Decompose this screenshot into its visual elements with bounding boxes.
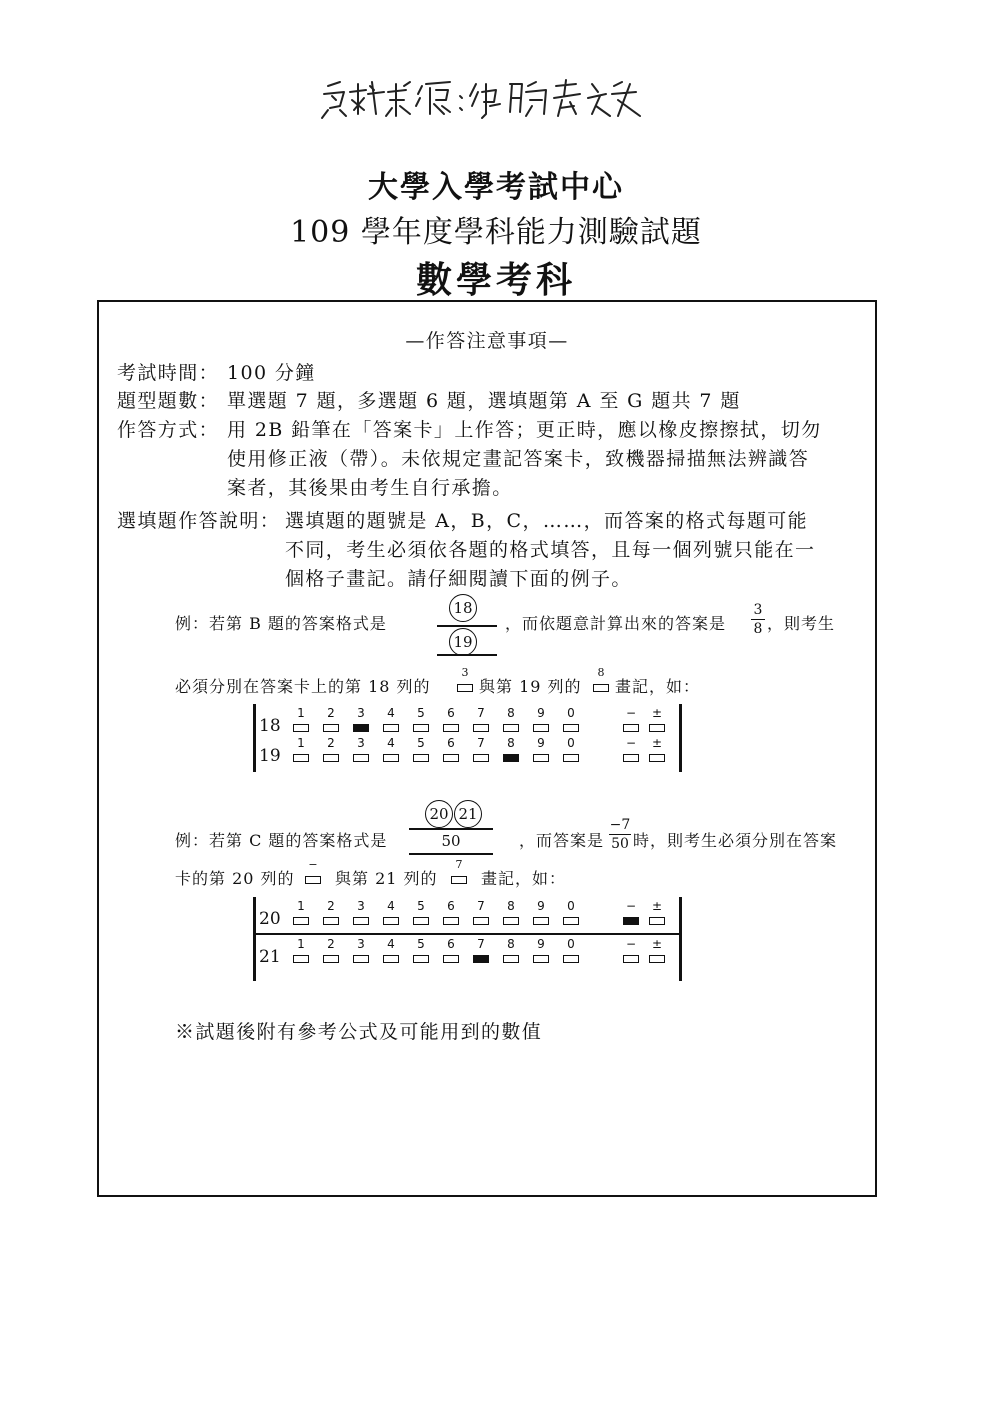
example2-grid-bubble-label: 9: [537, 899, 545, 913]
example1-grid-bubble: [623, 754, 639, 762]
example2-grid-bubble: [623, 955, 639, 963]
notice-title: —作答注意事項—: [405, 330, 569, 352]
example1-grid-bubble-label: 8: [507, 706, 515, 720]
example2-grid-bubble: [383, 917, 399, 925]
instructions-box: [97, 300, 877, 1197]
example2-grid-bubble-label: 9: [537, 937, 545, 951]
example2-grid-bubble: [563, 955, 579, 963]
example2-grid-bubble-label: ±: [651, 899, 663, 913]
example2-grid-bubble-label: 0: [567, 899, 575, 913]
example2-grid-bubble-label: 3: [357, 937, 365, 951]
example2-format-col20: 20: [425, 800, 453, 828]
example1-grid-bubble-label: 0: [567, 706, 575, 720]
example1-grid-bubble: [323, 754, 339, 762]
handwritten-source-note-drawing: [300, 70, 660, 122]
example2-grid-bubble: [533, 955, 549, 963]
example1-grid-bubble-label: −: [625, 706, 637, 720]
example2-grid-left-border: [253, 897, 256, 981]
example1-format-denominator: 19: [449, 628, 477, 656]
example1-grid-bubble: [413, 754, 429, 762]
example2-grid-bubble-label: 2: [327, 937, 335, 951]
example2-grid-bubble: [443, 955, 459, 963]
example2-middle: ，而答案是: [519, 831, 605, 850]
example1-grid-bubble: [323, 724, 339, 732]
example1-grid-bubble: [563, 754, 579, 762]
example2-mark1-bubble: [305, 876, 321, 884]
handwritten-source-note: [300, 70, 660, 122]
example2-grid-bubble-label: 4: [387, 937, 395, 951]
example1-grid-bubble: [353, 754, 369, 762]
example1-grid-bubble-label: 3: [357, 706, 365, 720]
example1-grid-bubble-label: 9: [537, 736, 545, 750]
example2-grid-bubble: [353, 917, 369, 925]
example1-format-underline: [437, 654, 497, 656]
example1-middle: ，而依題意計算出來的答案是: [505, 614, 727, 633]
example2-grid-bubble-label: 6: [447, 899, 455, 913]
example1-grid-bubble: [383, 754, 399, 762]
example2-grid-bubble: [649, 955, 665, 963]
example2-grid-bubble-label: 0: [567, 937, 575, 951]
example2-grid-bubble-label: 8: [507, 899, 515, 913]
example1-grid-bubble: [443, 724, 459, 732]
example1-grid-bubble: [413, 724, 429, 732]
exam-center-title: 大學入學考試中心: [368, 170, 624, 205]
example2-grid-bubble-label: 1: [297, 937, 305, 951]
course-title: 數學考科: [415, 259, 576, 301]
example2-format-denominator: 50: [441, 832, 461, 850]
example1-answer-numerator: 3: [753, 602, 763, 618]
example1-mark1-bubble: [457, 684, 473, 692]
example1-grid-bubble: [533, 754, 549, 762]
footnote: ※試題後附有參考公式及可能用到的數值: [175, 1021, 543, 1043]
example2-grid-bubble-label: 7: [477, 937, 485, 951]
example2-grid-bubble-label: 3: [357, 899, 365, 913]
example1-grid-bubble-label: 8: [507, 736, 515, 750]
example1-grid-bubble-label: −: [625, 736, 637, 750]
example1-grid-row-label: 18: [259, 716, 281, 736]
example2-grid-bubble-label: −: [625, 937, 637, 951]
example2-grid-bubble: [649, 917, 665, 925]
example1-grid-bubble: [473, 754, 489, 762]
example2-grid-row-label: 20: [259, 909, 281, 929]
answer-method-line: 使用修正液（帶）。未依規定畫記答案卡，致機器掃描無法辨識答: [227, 448, 810, 470]
example2-mark2-label: 7: [455, 858, 463, 871]
example1-grid-bubble: [503, 724, 519, 732]
example1-grid-bubble: [503, 754, 519, 762]
exam-time-label: 考試時間：: [117, 362, 220, 384]
answer-method-label: 作答方式：: [117, 419, 220, 441]
example2-suffix: 時，則考生必須分別在答案: [633, 831, 838, 850]
example2-grid-bubble: [413, 955, 429, 963]
example2-grid-bubble: [383, 955, 399, 963]
example2-grid-bubble-label: 7: [477, 899, 485, 913]
exam-time-value: 100 分鐘: [227, 362, 316, 384]
example1-grid-bubble-label: 7: [477, 706, 485, 720]
example1-mark2-label: 8: [597, 666, 605, 679]
example2-grid-bubble: [443, 917, 459, 925]
example2-grid-bubble: [533, 917, 549, 925]
example2-grid-bubble-label: 5: [417, 899, 425, 913]
example1-grid-bubble: [443, 754, 459, 762]
example1-grid-bubble: [649, 724, 665, 732]
example2-format-bar: [409, 828, 493, 830]
example2-grid-row-label: 21: [259, 947, 281, 967]
example2-grid-bubble: [323, 955, 339, 963]
example2-mark1-label: −: [308, 858, 318, 871]
example2-grid-bubble: [503, 917, 519, 925]
example1-grid-bubble-label: 7: [477, 736, 485, 750]
example1-grid-bubble-label: 4: [387, 706, 395, 720]
exam-year-subject-line: 109 學年度學科能力測驗試題: [290, 215, 702, 250]
example2-grid-bubble-label: 1: [297, 899, 305, 913]
example2-line2-a: 卡的第 20 列的: [175, 869, 295, 888]
example1-line2-a: 必須分別在答案卡上的第 18 列的: [175, 677, 431, 696]
example2-grid-bubble: [293, 917, 309, 925]
example1-grid-bubble: [383, 724, 399, 732]
example1-format-bar: [437, 625, 497, 627]
example1-line2-b: 與第 19 列的: [479, 677, 582, 696]
fraction-bar: [751, 619, 765, 620]
example2-grid-bubble: [473, 955, 489, 963]
example1-grid-bubble-label: ±: [651, 706, 663, 720]
example1-grid-bubble: [353, 724, 369, 732]
example2-grid-bubble: [413, 917, 429, 925]
example1-grid-bubble-label: 2: [327, 706, 335, 720]
example2-answer-numerator: −7: [609, 817, 631, 833]
example1-prefix: 例：若第 B 題的答案格式是: [175, 614, 387, 633]
fill-in-instructions-line: 選填題的題號是 A，B，C，……，而答案的格式每題可能: [285, 510, 809, 532]
example2-grid-bubble-label: −: [625, 899, 637, 913]
question-types-value: 單選題 7 題，多選題 6 題，選填題第 A 至 G 題共 7 題: [227, 390, 741, 412]
example2-grid-bubble-label: 5: [417, 937, 425, 951]
example1-format-numerator: 18: [449, 594, 477, 622]
example1-grid-bubble: [563, 724, 579, 732]
example1-grid-bubble-label: 3: [357, 736, 365, 750]
example2-line2-b: 與第 21 列的: [335, 869, 438, 888]
example1-grid-row-label: 19: [259, 746, 281, 766]
answer-method-line: 案者，其後果由考生自行承擔。: [227, 477, 513, 499]
example2-grid-bubble-label: 6: [447, 937, 455, 951]
example1-grid-bubble-label: 1: [297, 706, 305, 720]
example2-answer-denominator: 50: [611, 836, 629, 852]
example2-grid-bubble: [623, 917, 639, 925]
example1-mark1-label: 3: [461, 666, 469, 679]
example1-line2-c: 畫記，如：: [615, 677, 701, 696]
example1-grid-bubble: [533, 724, 549, 732]
fraction-bar: [609, 834, 631, 835]
example2-grid-bubble: [503, 955, 519, 963]
example2-grid-row-separator: [253, 933, 681, 935]
example2-format-col21: 21: [454, 800, 482, 828]
example1-grid-bubble-label: 9: [537, 706, 545, 720]
fill-in-instructions-line: 不同，考生必須依各題的格式填答，且每一個列號只能在一: [285, 539, 816, 561]
example1-grid-left-border: [253, 704, 256, 772]
example1-grid-bubble: [623, 724, 639, 732]
fill-in-instructions-line: 個格子畫記。請仔細閱讀下面的例子。: [285, 568, 632, 590]
example1-grid-bubble: [293, 724, 309, 732]
example2-mark2-bubble: [451, 876, 467, 884]
question-types-label: 題型題數：: [117, 390, 220, 412]
answer-method-line: 用 2B 鉛筆在「答案卡」上作答；更正時，應以橡皮擦擦拭，切勿: [227, 419, 822, 441]
example2-prefix: 例：若第 C 題的答案格式是: [175, 831, 388, 850]
example2-grid-bubble: [473, 917, 489, 925]
example2-grid-right-border: [679, 897, 682, 981]
example1-mark2-bubble: [593, 684, 609, 692]
example2-answer-fraction: [609, 818, 631, 851]
example1-grid-bubble: [473, 724, 489, 732]
example1-answer-denominator: 8: [753, 621, 763, 637]
example1-grid-bubble-label: 6: [447, 706, 455, 720]
example2-line2-c: 畫記，如：: [481, 869, 567, 888]
example2-grid-bubble: [323, 917, 339, 925]
example2-grid-bubble-label: ±: [651, 937, 663, 951]
example1-grid-bubble-label: 0: [567, 736, 575, 750]
example2-grid-bubble: [563, 917, 579, 925]
example1-grid-bubble: [293, 754, 309, 762]
example2-grid-bubble-label: 2: [327, 899, 335, 913]
example2-grid-bubble-label: 4: [387, 899, 395, 913]
example2-grid-bubble-label: 8: [507, 937, 515, 951]
example2-grid-bubble: [293, 955, 309, 963]
example1-grid-bubble: [649, 754, 665, 762]
example1-suffix: ，則考生: [767, 614, 836, 633]
example1-grid-right-border: [679, 704, 682, 772]
example1-grid-bubble-label: 5: [417, 706, 425, 720]
example2-grid-bubble: [353, 955, 369, 963]
example1-grid-bubble-label: 1: [297, 736, 305, 750]
example1-grid-bubble-label: ±: [651, 736, 663, 750]
example1-grid-bubble-label: 6: [447, 736, 455, 750]
example2-format-underline: [409, 853, 493, 855]
fill-in-instructions-label: 選填題作答說明：: [117, 510, 281, 532]
example1-answer-fraction: [751, 603, 765, 636]
example1-grid-bubble-label: 4: [387, 736, 395, 750]
example1-grid-bubble-label: 5: [417, 736, 425, 750]
example1-grid-bubble-label: 2: [327, 736, 335, 750]
